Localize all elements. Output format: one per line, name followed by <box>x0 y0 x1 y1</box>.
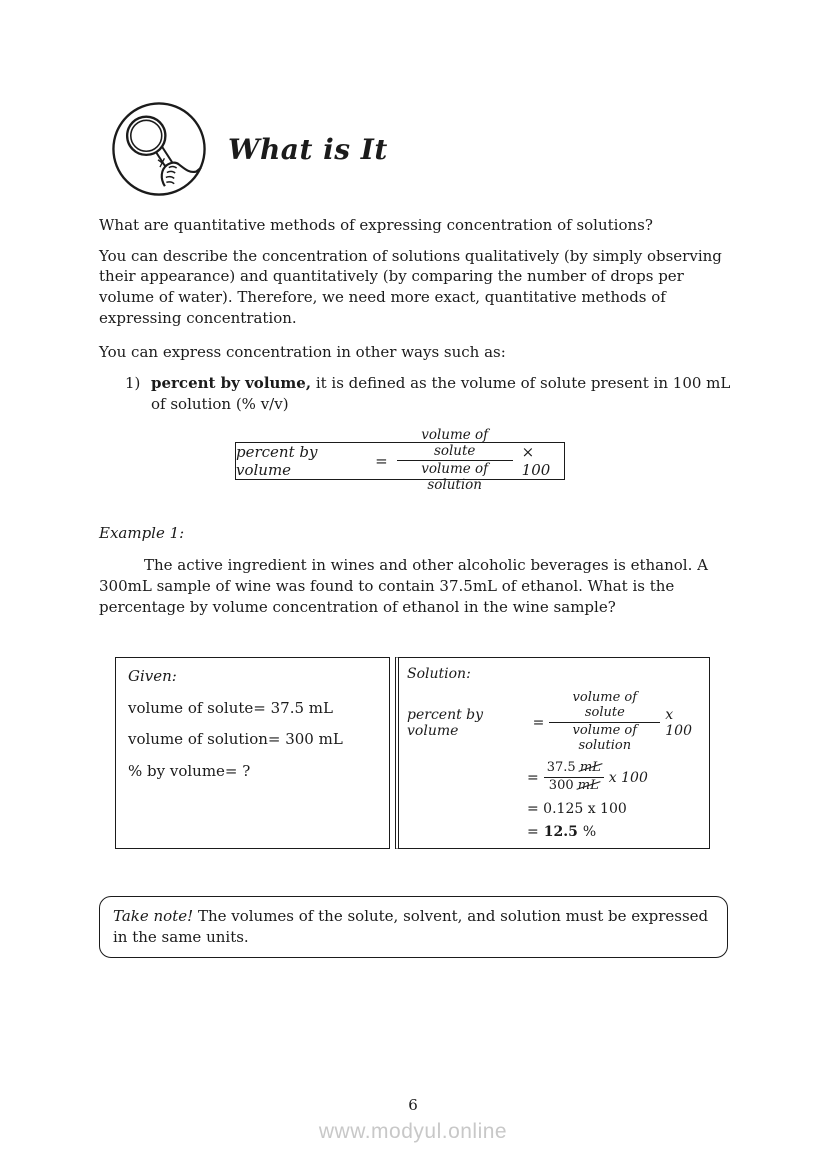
example-body: The active ingredient in wines and other alcoholic beverages is ethanol. A 300mL sample of wine was found to contain 37.5mL of ethanol. What is the percentage by volume concentration of ethanol in the wine sample? <box>99 556 708 616</box>
percent-by-volume-formula-box <box>235 427 565 493</box>
formula-lhs: percent by volume <box>236 442 318 479</box>
note-lead: Take note! <box>113 907 194 926</box>
watermark: www.modyul.online <box>318 1120 508 1143</box>
step2-multiplier: x 100 <box>608 769 648 786</box>
intro-description: You can describe the concentration of solutions qualitatively (by simply observing their appearance) and quantitatively (by comparing the number of drops per volume of water). Therefore, we need more exact, quantitative methods of expressing concentration. <box>99 246 722 327</box>
given-title: Given: <box>128 667 177 686</box>
solution-title: Solution: <box>407 666 471 683</box>
formula-equals: = <box>375 451 388 470</box>
solution-step-2 <box>527 761 701 794</box>
intro-question: What are quantitative methods of expressing concentration of solutions? <box>99 216 653 234</box>
take-note-box <box>99 896 728 958</box>
step2-numerator-value: 37.5 <box>546 760 576 776</box>
step1-denominator: volume of solution <box>572 723 638 754</box>
step1-multiplier: x 100 <box>665 706 692 739</box>
given-line-solute: volume of solute= 37.5 mL <box>128 698 333 717</box>
page-number: 6 <box>408 1096 418 1114</box>
section-title: What is It <box>228 132 388 166</box>
given-box <box>115 657 390 849</box>
solution-box <box>395 657 710 849</box>
solution-step-3: = 0.125 x 100 <box>527 801 627 818</box>
list-marker: 1) <box>125 374 141 393</box>
example-label: Example 1: <box>99 523 185 542</box>
step4-percent: % <box>582 824 597 841</box>
given-solution-row <box>115 657 710 849</box>
note-text: The volumes of the solute, solvent, and solution must be expressed in the same units. <box>113 907 709 946</box>
list-item-percent-by-volume <box>99 373 732 414</box>
page-content <box>99 0 732 958</box>
magnifier-hand-icon-art <box>110 100 208 198</box>
given-line-solution: volume of solution= 300 mL <box>128 730 343 749</box>
step2-numerator <box>544 761 604 778</box>
step1-numerator: volume of solute <box>549 691 660 723</box>
formula-fraction <box>397 428 513 493</box>
formula-numerator: volume of solute <box>397 428 513 461</box>
section-header <box>99 100 732 198</box>
list-text <box>151 373 732 414</box>
step2-denominator-value: 300 <box>548 778 574 794</box>
formula-denominator: volume of solution <box>421 461 489 493</box>
formula-multiplier: × 100 <box>521 442 551 479</box>
step4-value: 12.5 <box>543 824 578 841</box>
list-term: percent by volume, <box>151 374 312 393</box>
step2-denominator-unit-struck: mL <box>577 778 599 794</box>
solution-step-4 <box>527 824 701 840</box>
step1-equals: = <box>532 714 545 731</box>
step2-numerator-unit-struck: mL <box>579 760 601 776</box>
step2-equals: = <box>527 769 539 786</box>
step2-denominator <box>544 778 604 794</box>
step1-fraction <box>549 691 660 754</box>
list-definition: it is defined as the volume of solute present in 100 mL of solution (% v/v) <box>151 374 731 413</box>
intro-lead-in: You can express concentration in other ways such as: <box>99 342 506 361</box>
step1-lhs: percent by volume <box>407 706 484 739</box>
step2-fraction <box>544 761 604 794</box>
given-line-unknown: % by volume= ? <box>128 761 251 780</box>
solution-step-1 <box>407 691 701 754</box>
magnifier-hand-icon <box>110 100 208 198</box>
step4-equals: = <box>527 824 539 841</box>
